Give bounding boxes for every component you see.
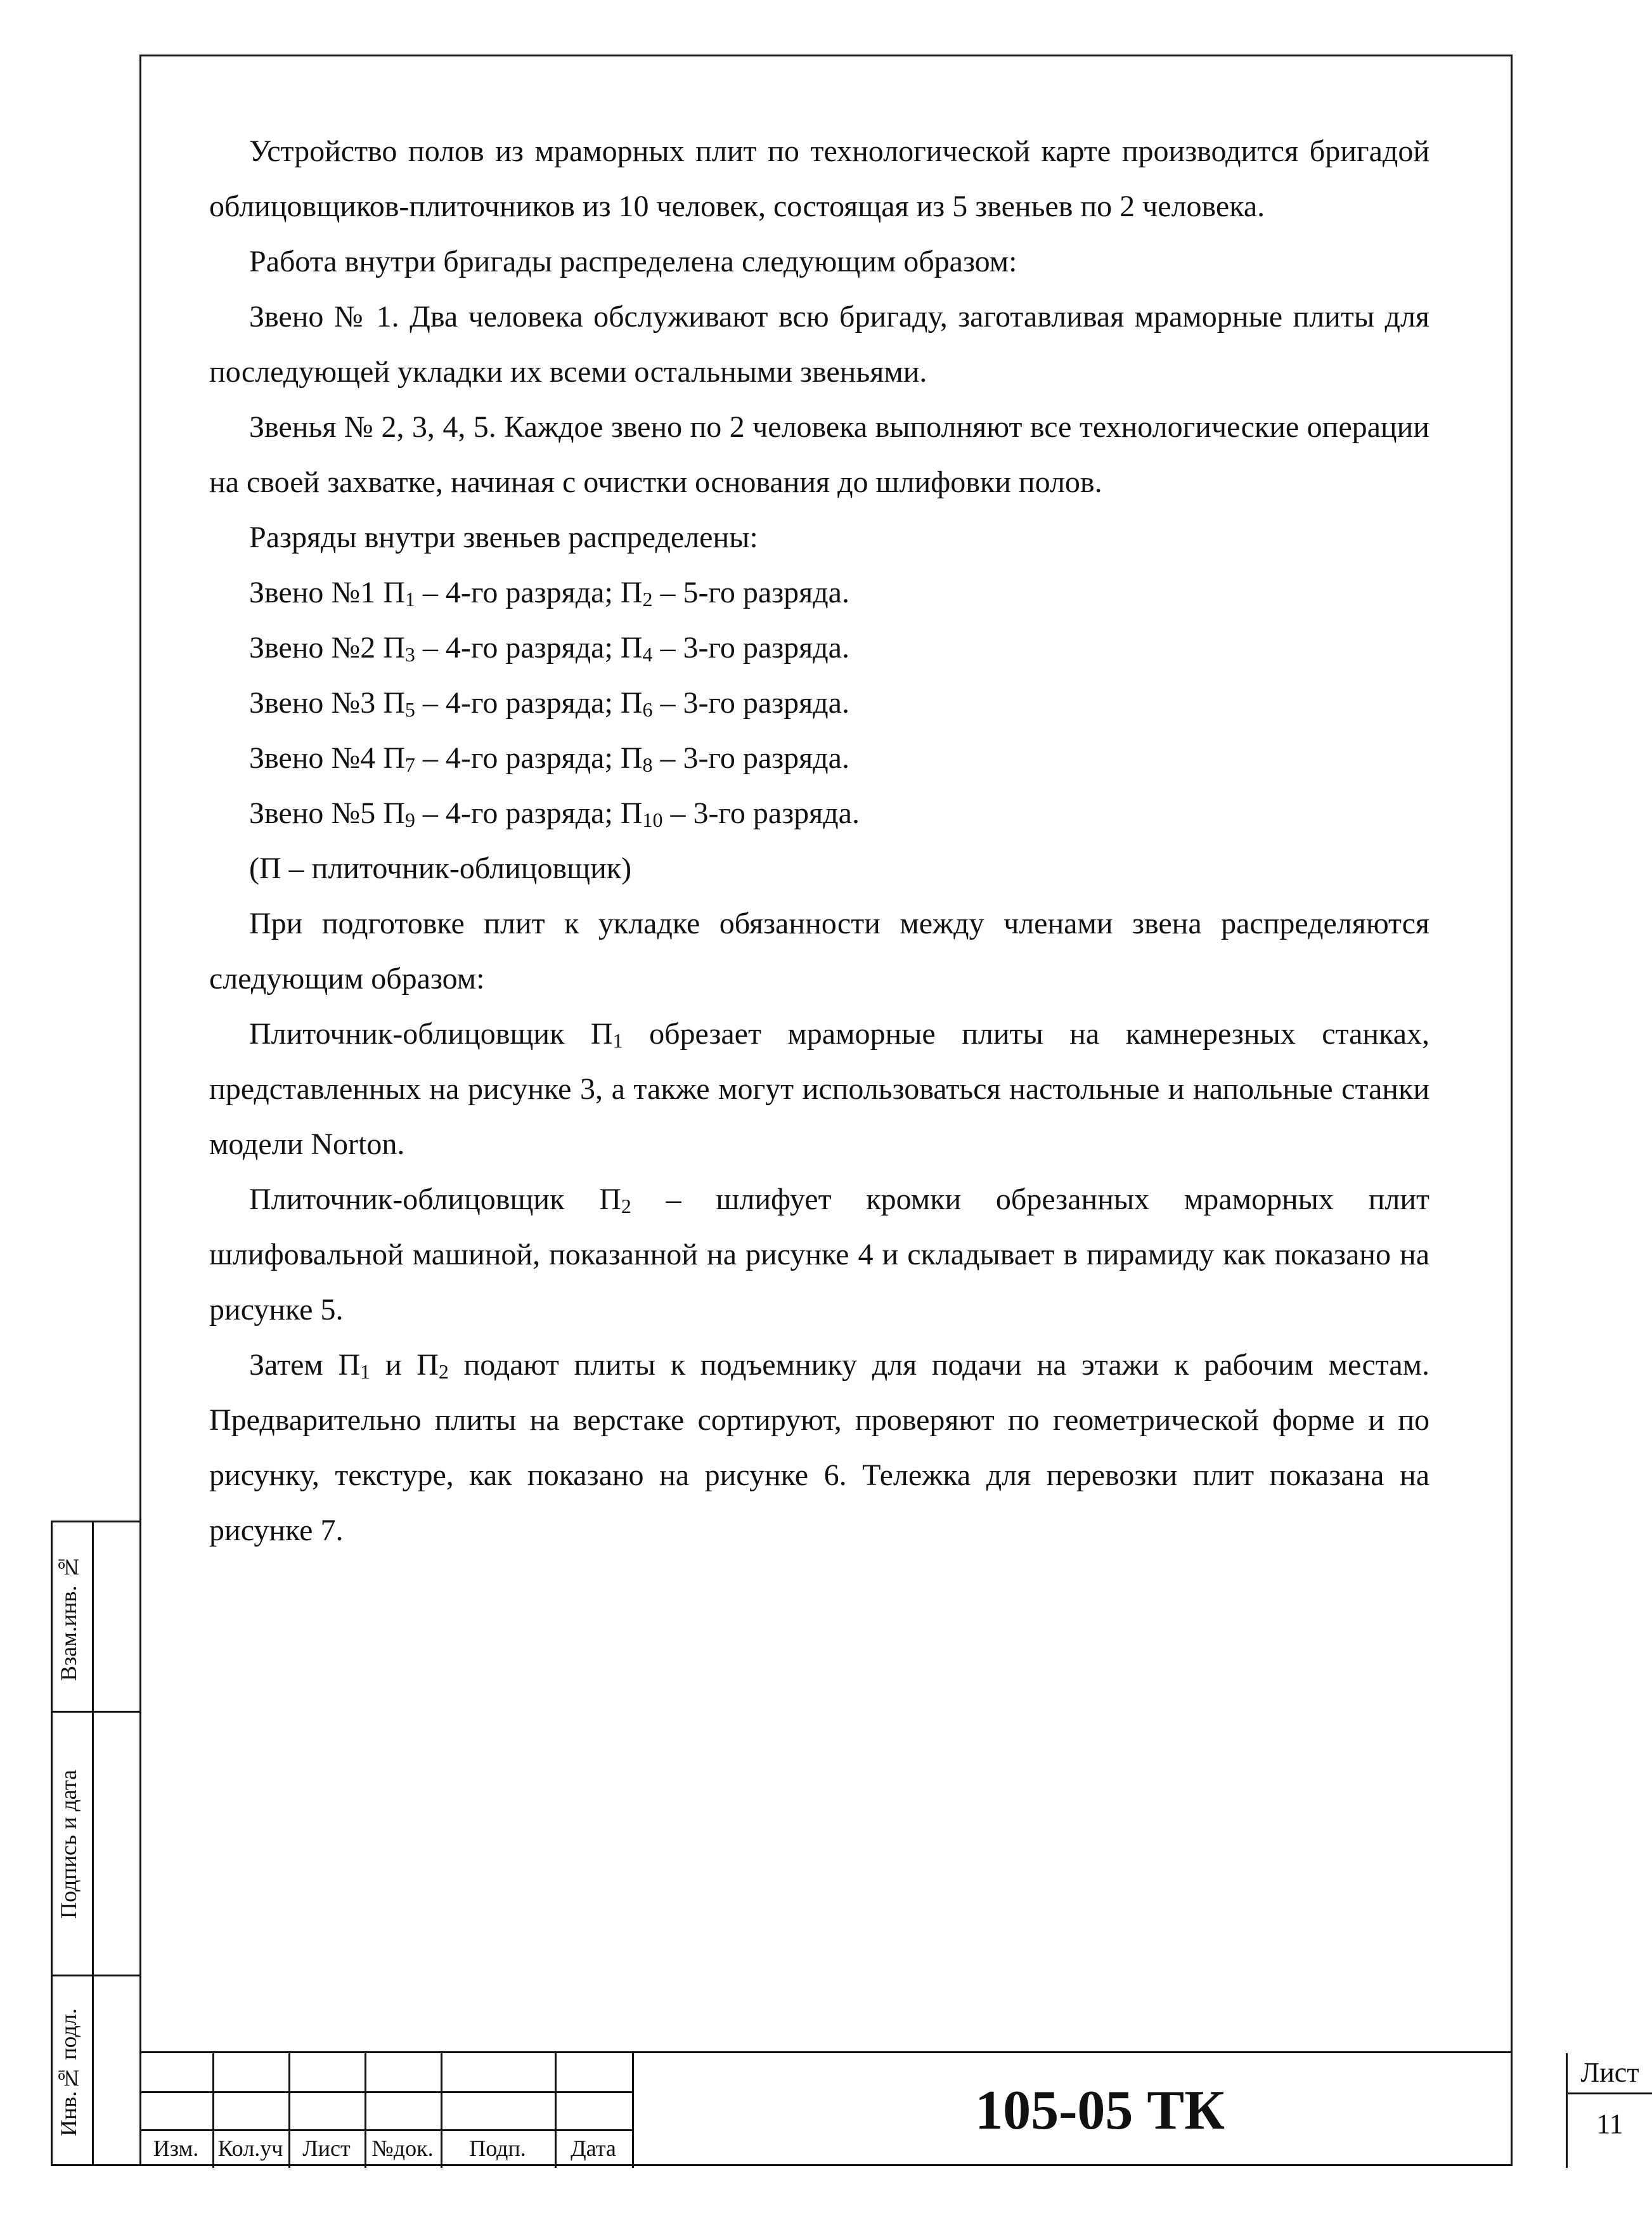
- paragraph-text: – 4-го разряда; П: [415, 741, 643, 775]
- subscript-index: 4: [642, 643, 653, 666]
- paragraph-text: Звено №4 П: [249, 741, 405, 775]
- paragraph: [209, 730, 1429, 786]
- paragraph-text: – 3-го разряда.: [652, 741, 849, 775]
- paragraph-text: Звенья № 2, 3, 4, 5. Каждое звено по 2 человека выполняют все технологические операции на своей захватке, начиная с очистки основания до шлифовки полов.: [209, 410, 1429, 499]
- paragraph-text: – 3-го разряда.: [662, 796, 860, 830]
- paragraph-text: и П: [370, 1348, 439, 1382]
- list-label: Лист: [302, 2136, 351, 2161]
- paragraph-text: Звено №5 П: [249, 796, 405, 830]
- side-row-divider: [53, 1975, 141, 1976]
- data-label: Дата: [571, 2136, 616, 2161]
- paragraph-text: обрезает мраморные плиты на камнерезных станках, представленных на рисунке 3, а также могут использоваться настольные и напольные станки модели Norton.: [209, 1017, 1430, 1161]
- paragraph-text: Звено №1 П: [249, 576, 405, 609]
- paragraph-text: Плиточник-облицовщик П: [249, 1183, 621, 1216]
- paragraph-text: (П – плиточник-облицовщик): [249, 852, 632, 885]
- subscript-index: 3: [404, 643, 415, 666]
- paragraph-text: Звено №2 П: [249, 631, 405, 665]
- vzam-inv-label: Взам.инв. №: [56, 1554, 81, 1681]
- paragraph: [209, 1172, 1429, 1337]
- paragraph-text: – шлифует кромки обрезанных мраморных плит шлифовальной машиной, показанной на рисунке 4 и складывает в пирамиду как показано на рисунке 5.: [209, 1183, 1429, 1327]
- sheet-label: Лист: [1568, 2053, 1652, 2094]
- kol-uch-label: Кол.уч: [217, 2136, 283, 2161]
- paragraph: [209, 565, 1429, 620]
- document-code: 105-05 ТК: [975, 2080, 1225, 2141]
- side-margin-block: [51, 1521, 139, 2166]
- subscript-index: 7: [404, 753, 415, 776]
- paragraph: [209, 289, 1429, 399]
- subscript-index: 8: [642, 753, 653, 776]
- paragraph-text: Затем П: [249, 1348, 361, 1382]
- podpis-data-label: Подпись и дата: [56, 1770, 81, 1919]
- paragraph: [209, 234, 1429, 289]
- paragraph-text: При подготовке плит к укладке обязанности между членами звена распределяются следующим образом:: [209, 907, 1429, 996]
- paragraph-text: Звено № 1. Два человека обслуживают всю бригаду, заготавливая мраморные плиты для последующей укладки их всеми остальными звеньями.: [209, 300, 1429, 389]
- izm-label: Изм.: [153, 2136, 199, 2161]
- paragraph: [209, 675, 1429, 730]
- title-block: [139, 2051, 1639, 2166]
- paragraph-text: Плиточник-облицовщик П: [249, 1017, 613, 1051]
- side-column-divider: [92, 1522, 94, 2164]
- paragraph-text: – 3-го разряда.: [652, 631, 849, 665]
- subscript-index: 2: [438, 1360, 449, 1383]
- paragraph-text: подают плиты к подъемнику для подачи на этажи к рабочим местам. Предварительно плиты на верстаке сортируют, проверяют по геометрической форме и по рисунку, текстуре, как показано на рисунке 6. Тележка для перевозки плит показана на рисунке 7.: [209, 1348, 1429, 1547]
- paragraph: [209, 1337, 1429, 1558]
- document-body: [209, 124, 1429, 1558]
- paragraph: [209, 399, 1429, 510]
- paragraph-text: – 4-го разряда; П: [415, 576, 643, 609]
- subscript-index: 1: [404, 588, 415, 611]
- podp-label: Подп.: [469, 2136, 526, 2161]
- n-dok-label: №док.: [371, 2136, 434, 2161]
- paragraph-text: – 3-го разряда.: [652, 686, 849, 720]
- paragraph-text: Устройство полов из мраморных плит по технологической карте производится бригадой облицовщиков-плиточников из 10 человек, состоящая из 5 звеньев по 2 человека.: [209, 134, 1429, 223]
- paragraph-text: – 4-го разряда; П: [415, 796, 643, 830]
- subscript-index: 1: [612, 1029, 623, 1052]
- paragraph-text: Работа внутри бригады распределена следующим образом:: [249, 245, 1017, 278]
- paragraph: [209, 896, 1429, 1006]
- subscript-index: 2: [642, 588, 653, 611]
- paragraph-text: – 5-го разряда.: [652, 576, 849, 609]
- subscript-index: 2: [621, 1195, 631, 1217]
- subscript-index: 5: [404, 698, 415, 721]
- paragraph: [209, 841, 1429, 896]
- subscript-index: 10: [642, 808, 663, 831]
- subscript-index: 9: [404, 808, 415, 831]
- subscript-index: 1: [360, 1360, 371, 1383]
- side-row-divider: [53, 1711, 141, 1713]
- paragraph: [209, 620, 1429, 675]
- inv-podl-label: Инв.№ подл.: [56, 2008, 81, 2136]
- paragraph-text: Разряды внутри звеньев распределены:: [249, 521, 758, 554]
- paragraph-text: Звено №3 П: [249, 686, 405, 720]
- paragraph-text: – 4-го разряда; П: [415, 686, 643, 720]
- paragraph: [209, 510, 1429, 565]
- paragraph: [209, 1006, 1429, 1172]
- paragraph-text: – 4-го разряда; П: [415, 631, 643, 665]
- sheet-number-box: [1566, 2053, 1652, 2168]
- subscript-index: 6: [642, 698, 653, 721]
- paragraph: [209, 786, 1429, 841]
- paragraph: [209, 124, 1429, 234]
- sheet-number: 11: [1596, 2108, 1623, 2139]
